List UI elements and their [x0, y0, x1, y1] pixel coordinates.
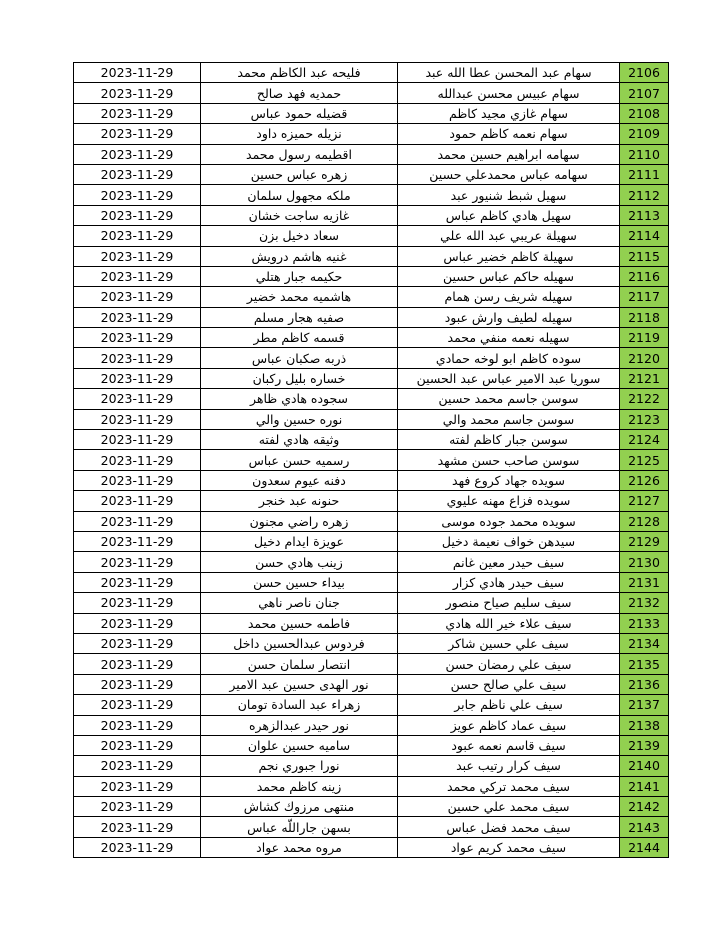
mother-name-cell: مروه محمد عواد: [201, 837, 398, 857]
mother-name-cell: حمديه فهد صالح: [201, 83, 398, 103]
row-number-cell: 2117: [620, 287, 669, 307]
table-row: [74, 185, 669, 205]
date-cell: 2023-11-29: [74, 287, 201, 307]
row-number-cell: 2130: [620, 552, 669, 572]
row-number-cell: 2126: [620, 470, 669, 490]
date-cell: 2023-11-29: [74, 144, 201, 164]
row-number-cell: 2122: [620, 389, 669, 409]
full-name-cell: سوسن جاسم محمد حسين: [398, 389, 620, 409]
date-cell: 2023-11-29: [74, 531, 201, 551]
date-cell: 2023-11-29: [74, 307, 201, 327]
mother-name-cell: بسهن جاراللّه عباس: [201, 817, 398, 837]
table-row: [74, 83, 669, 103]
date-cell: 2023-11-29: [74, 613, 201, 633]
date-cell: 2023-11-29: [74, 593, 201, 613]
table-row: [74, 695, 669, 715]
date-cell: 2023-11-29: [74, 715, 201, 735]
row-number-cell: 2115: [620, 246, 669, 266]
date-cell: 2023-11-29: [74, 103, 201, 123]
full-name-cell: سيف علي رمضان حسن: [398, 654, 620, 674]
row-number-cell: 2111: [620, 164, 669, 184]
row-number-cell: 2106: [620, 63, 669, 83]
full-name-cell: سهيلة كاظم خضير عباس: [398, 246, 620, 266]
row-number-cell: 2124: [620, 430, 669, 450]
table-row: [74, 124, 669, 144]
date-cell: 2023-11-29: [74, 205, 201, 225]
mother-name-cell: غازيه ساجت خشان: [201, 205, 398, 225]
full-name-cell: سيف علي ناظم جابر: [398, 695, 620, 715]
mother-name-cell: سجوده هادي ظاهر: [201, 389, 398, 409]
date-cell: 2023-11-29: [74, 654, 201, 674]
row-number-cell: 2118: [620, 307, 669, 327]
table-row: [74, 572, 669, 592]
table-row: [74, 328, 669, 348]
table-row: [74, 633, 669, 653]
date-cell: 2023-11-29: [74, 124, 201, 144]
mother-name-cell: فاطمه حسين محمد: [201, 613, 398, 633]
full-name-cell: سوريا عبد الامير عباس عبد الحسين: [398, 368, 620, 388]
full-name-cell: سويده فزاع مهنه عليوي: [398, 491, 620, 511]
mother-name-cell: ملكه مجهول سلمان: [201, 185, 398, 205]
table-row: [74, 287, 669, 307]
full-name-cell: سيف علاء خير الله هادي: [398, 613, 620, 633]
row-number-cell: 2132: [620, 593, 669, 613]
row-number-cell: 2123: [620, 409, 669, 429]
full-name-cell: سيف علي حسين شاكر: [398, 633, 620, 653]
table-row: [74, 205, 669, 225]
date-cell: 2023-11-29: [74, 735, 201, 755]
row-number-cell: 2113: [620, 205, 669, 225]
row-number-cell: 2127: [620, 491, 669, 511]
date-cell: 2023-11-29: [74, 83, 201, 103]
date-cell: 2023-11-29: [74, 409, 201, 429]
date-cell: 2023-11-29: [74, 470, 201, 490]
full-name-cell: سهام عبيس محسن عبدالله: [398, 83, 620, 103]
mother-name-cell: زهراء عبد السادة تومان: [201, 695, 398, 715]
row-number-cell: 2135: [620, 654, 669, 674]
table-row: [74, 266, 669, 286]
full-name-cell: سهيله نعمه منفي محمد: [398, 328, 620, 348]
date-cell: 2023-11-29: [74, 63, 201, 83]
mother-name-cell: نور حيدر عبدالزهره: [201, 715, 398, 735]
row-number-cell: 2120: [620, 348, 669, 368]
mother-name-cell: جنان ناصر ناهي: [201, 593, 398, 613]
mother-name-cell: زهره راضي مجنون: [201, 511, 398, 531]
mother-name-cell: قسمه كاظم مطر: [201, 328, 398, 348]
names-table: [73, 62, 669, 858]
full-name-cell: سيف كرار رتيب عبد: [398, 756, 620, 776]
full-name-cell: سويده جهاد كروع فهد: [398, 470, 620, 490]
row-number-cell: 2114: [620, 226, 669, 246]
full-name-cell: سهام عبد المحسن عطا الله عبد: [398, 63, 620, 83]
full-name-cell: سهيله لطيف وارش عبود: [398, 307, 620, 327]
row-number-cell: 2107: [620, 83, 669, 103]
date-cell: 2023-11-29: [74, 246, 201, 266]
mother-name-cell: فردوس عبدالحسين داخل: [201, 633, 398, 653]
mother-name-cell: عويزة ايدام دخيل: [201, 531, 398, 551]
table-row: [74, 776, 669, 796]
table-row: [74, 756, 669, 776]
date-cell: 2023-11-29: [74, 572, 201, 592]
mother-name-cell: غنيه هاشم درويش: [201, 246, 398, 266]
mother-name-cell: نورا جبوري نجم: [201, 756, 398, 776]
date-cell: 2023-11-29: [74, 776, 201, 796]
date-cell: 2023-11-29: [74, 817, 201, 837]
full-name-cell: سهيلة عريبي عبد الله علي: [398, 226, 620, 246]
table-row: [74, 450, 669, 470]
row-number-cell: 2144: [620, 837, 669, 857]
row-number-cell: 2110: [620, 144, 669, 164]
table-row: [74, 470, 669, 490]
full-name-cell: سيف سليم صياح منصور: [398, 593, 620, 613]
full-name-cell: سيف حيدر هادي كزار: [398, 572, 620, 592]
mother-name-cell: نوره حسين والي: [201, 409, 398, 429]
full-name-cell: سوسن جبار كاظم لفته: [398, 430, 620, 450]
full-name-cell: سهامه عباس محمدعلي حسين: [398, 164, 620, 184]
date-cell: 2023-11-29: [74, 552, 201, 572]
full-name-cell: سهام غازي مجيد كاظم: [398, 103, 620, 123]
table-row: [74, 491, 669, 511]
row-number-cell: 2138: [620, 715, 669, 735]
table-row: [74, 531, 669, 551]
mother-name-cell: سعاد دخيل بزن: [201, 226, 398, 246]
row-number-cell: 2140: [620, 756, 669, 776]
full-name-cell: سويده محمد جوده موسى: [398, 511, 620, 531]
mother-name-cell: حكيمه جبار هتلي: [201, 266, 398, 286]
full-name-cell: سهيله شريف رسن همام: [398, 287, 620, 307]
full-name-cell: سهيله حاكم عباس حسين: [398, 266, 620, 286]
row-number-cell: 2136: [620, 674, 669, 694]
row-number-cell: 2134: [620, 633, 669, 653]
table-row: [74, 368, 669, 388]
table-row: [74, 389, 669, 409]
table-row: [74, 654, 669, 674]
date-cell: 2023-11-29: [74, 348, 201, 368]
full-name-cell: سوسن جاسم محمد والي: [398, 409, 620, 429]
date-cell: 2023-11-29: [74, 226, 201, 246]
mother-name-cell: بيداء حسين حسن: [201, 572, 398, 592]
row-number-cell: 2116: [620, 266, 669, 286]
full-name-cell: سوسن صاحب حسن مشهد: [398, 450, 620, 470]
table-row: [74, 837, 669, 857]
row-number-cell: 2142: [620, 797, 669, 817]
full-name-cell: سيف محمد كريم عواد: [398, 837, 620, 857]
table-row: [74, 246, 669, 266]
names-table-body: [74, 63, 669, 858]
full-name-cell: سيف محمد تركي محمد: [398, 776, 620, 796]
table-row: [74, 164, 669, 184]
full-name-cell: سهامه ابراهيم حسين محمد: [398, 144, 620, 164]
table-row: [74, 430, 669, 450]
mother-name-cell: نور الهدى حسين عبد الامير: [201, 674, 398, 694]
table-row: [74, 226, 669, 246]
date-cell: 2023-11-29: [74, 797, 201, 817]
table-row: [74, 613, 669, 633]
row-number-cell: 2129: [620, 531, 669, 551]
mother-name-cell: وثيقه هادي لفته: [201, 430, 398, 450]
date-cell: 2023-11-29: [74, 266, 201, 286]
row-number-cell: 2112: [620, 185, 669, 205]
full-name-cell: سهيل شبط شنيور عبد: [398, 185, 620, 205]
row-number-cell: 2143: [620, 817, 669, 837]
mother-name-cell: ذربه صكبان عباس: [201, 348, 398, 368]
row-number-cell: 2119: [620, 328, 669, 348]
date-cell: 2023-11-29: [74, 328, 201, 348]
mother-name-cell: زينب هادي حسن: [201, 552, 398, 572]
full-name-cell: سيدهن خواف نعيمة دخيل: [398, 531, 620, 551]
date-cell: 2023-11-29: [74, 491, 201, 511]
mother-name-cell: زهره عباس حسين: [201, 164, 398, 184]
table-row: [74, 715, 669, 735]
full-name-cell: سوده كاظم ابو لوخه حمادي: [398, 348, 620, 368]
date-cell: 2023-11-29: [74, 511, 201, 531]
row-number-cell: 2137: [620, 695, 669, 715]
mother-name-cell: خساره بليل ركبان: [201, 368, 398, 388]
table-row: [74, 797, 669, 817]
date-cell: 2023-11-29: [74, 695, 201, 715]
mother-name-cell: رسميه حسن عباس: [201, 450, 398, 470]
table-row: [74, 593, 669, 613]
date-cell: 2023-11-29: [74, 185, 201, 205]
row-number-cell: 2125: [620, 450, 669, 470]
mother-name-cell: ساميه حسين علوان: [201, 735, 398, 755]
mother-name-cell: دفنه عيوم سعدون: [201, 470, 398, 490]
full-name-cell: سهيل هادي كاظم عباس: [398, 205, 620, 225]
table-row: [74, 307, 669, 327]
mother-name-cell: فليحه عبد الكاظم محمد: [201, 63, 398, 83]
mother-name-cell: حنونه عبد خنجر: [201, 491, 398, 511]
full-name-cell: سيف محمد علي حسين: [398, 797, 620, 817]
mother-name-cell: زينه كاظم محمد: [201, 776, 398, 796]
date-cell: 2023-11-29: [74, 450, 201, 470]
full-name-cell: سيف محمد فضل عباس: [398, 817, 620, 837]
date-cell: 2023-11-29: [74, 674, 201, 694]
row-number-cell: 2133: [620, 613, 669, 633]
row-number-cell: 2109: [620, 124, 669, 144]
date-cell: 2023-11-29: [74, 756, 201, 776]
table-row: [74, 103, 669, 123]
row-number-cell: 2131: [620, 572, 669, 592]
table-row: [74, 735, 669, 755]
table-row: [74, 511, 669, 531]
row-number-cell: 2141: [620, 776, 669, 796]
date-cell: 2023-11-29: [74, 837, 201, 857]
table-row: [74, 552, 669, 572]
date-cell: 2023-11-29: [74, 164, 201, 184]
date-cell: 2023-11-29: [74, 430, 201, 450]
row-number-cell: 2121: [620, 368, 669, 388]
mother-name-cell: نزيله حميزه داود: [201, 124, 398, 144]
full-name-cell: سهام نعمه كاظم حمود: [398, 124, 620, 144]
table-row: [74, 348, 669, 368]
full-name-cell: سيف حيدر معين غانم: [398, 552, 620, 572]
mother-name-cell: اقطيمه رسول محمد: [201, 144, 398, 164]
row-number-cell: 2139: [620, 735, 669, 755]
date-cell: 2023-11-29: [74, 368, 201, 388]
mother-name-cell: منتهى مرزوك كشاش: [201, 797, 398, 817]
row-number-cell: 2108: [620, 103, 669, 123]
table-row: [74, 144, 669, 164]
full-name-cell: سيف علي صالح حسن: [398, 674, 620, 694]
full-name-cell: سيف قاسم نعمه عبود: [398, 735, 620, 755]
mother-name-cell: قضيله حمود عباس: [201, 103, 398, 123]
mother-name-cell: هاشميه محمد خضير: [201, 287, 398, 307]
table-row: [74, 63, 669, 83]
mother-name-cell: صفيه هجار مسلم: [201, 307, 398, 327]
date-cell: 2023-11-29: [74, 633, 201, 653]
table-row: [74, 409, 669, 429]
table-row: [74, 674, 669, 694]
table-row: [74, 817, 669, 837]
full-name-cell: سيف عماد كاظم عويز: [398, 715, 620, 735]
date-cell: 2023-11-29: [74, 389, 201, 409]
mother-name-cell: انتصار سلمان حسن: [201, 654, 398, 674]
row-number-cell: 2128: [620, 511, 669, 531]
